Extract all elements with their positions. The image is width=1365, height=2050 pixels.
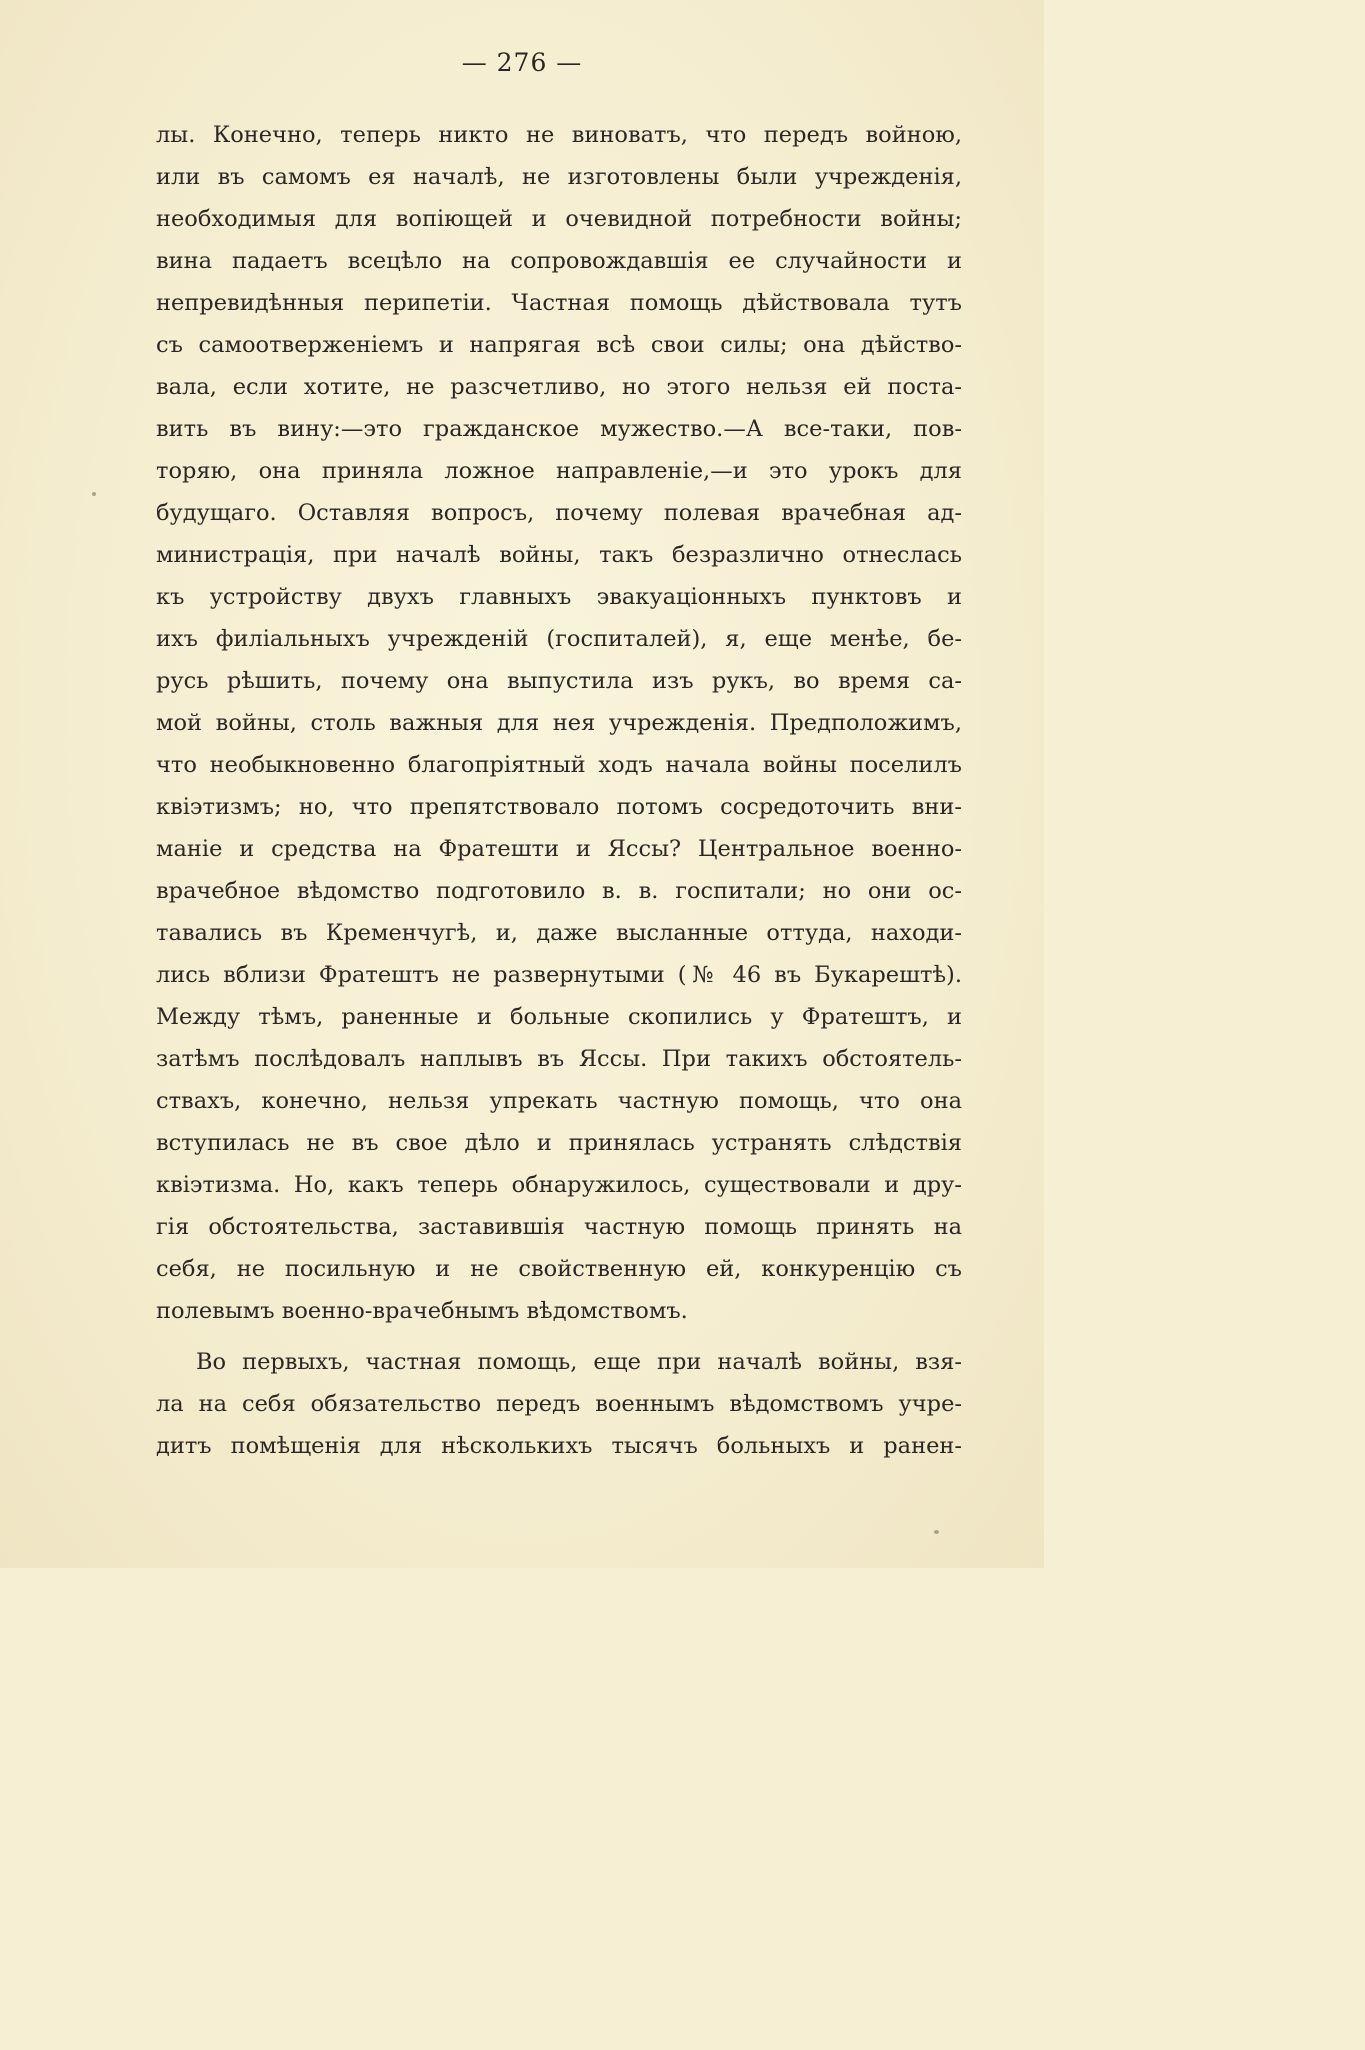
text-line: полевымъ военно-врачебнымъ вѣдомствомъ. <box>156 1298 688 1324</box>
text-line: вина падаетъ всецѣло на сопровождавшія ее случайности и <box>156 248 962 274</box>
text-line: себя, не посильную и не свойственную ей, конкуренцію съ <box>156 1256 962 1282</box>
text-line: квіэтизмъ; но, что препятствовало потомъ сосредоточить вни- <box>156 794 962 820</box>
text-line: къ устройству двухъ главныхъ эвакуаціонныхъ пунктовъ и <box>156 584 962 610</box>
text-line: вступилась не въ свое дѣло и принялась устранять слѣдствія <box>156 1130 962 1156</box>
text-line: лы. Конечно, теперь никто не виноватъ, что передъ войною, <box>156 122 962 148</box>
text-line: мой войны, столь важныя для нея учрежденія. Предположимъ, <box>156 710 962 736</box>
text-line: будущаго. Оставляя вопросъ, почему полевая врачебная ад- <box>156 500 962 526</box>
text-line: русь рѣшить, почему она выпустила изъ рукъ, во время са- <box>156 668 962 694</box>
text-line: лись вблизи Фратештъ не развернутыми (№ 46 въ Букарештѣ). <box>156 962 962 988</box>
text-line: врачебное вѣдомство подготовило в. в. госпитали; но они ос- <box>156 878 962 904</box>
text-line: непревидѣнныя перипетіи. Частная помощь дѣйствовала тутъ <box>156 290 962 316</box>
text-line: маніе и средства на Фратешти и Яссы? Центральное военно- <box>156 836 962 862</box>
paragraph <box>156 1341 962 1467</box>
paper-speck <box>92 492 96 496</box>
paper-speck <box>934 1530 939 1534</box>
page-number: — 276 — <box>461 48 583 77</box>
text-line: тавались въ Кременчугѣ, и, даже высланные оттуда, находи- <box>156 920 962 946</box>
text-line: затѣмъ послѣдовалъ наплывъ въ Яссы. При такихъ обстоятель- <box>156 1046 962 1072</box>
text-line: что необыкновенно благопріятный ходъ начала войны поселилъ <box>156 752 962 778</box>
text-line: Во первыхъ, частная помощь, еще при началѣ войны, взя- <box>196 1349 962 1375</box>
text-line: необходимыя для вопіющей и очевидной потребности войны; <box>156 206 962 232</box>
text-line: ствахъ, конечно, нельзя упрекать частную помощь, что она <box>156 1088 962 1114</box>
paragraph <box>156 114 962 1332</box>
text-line: Между тѣмъ, раненные и больные скопились у Фратештъ, и <box>156 1004 962 1030</box>
text-line: квіэтизма. Но, какъ теперь обнаружилось, существовали и дру- <box>156 1172 962 1198</box>
text-line: ихъ филіальныхъ учрежденій (госпиталей), я, еще менѣе, бе- <box>156 626 962 652</box>
text-line: ла на себя обязательство передъ военнымъ вѣдомствомъ учре- <box>156 1391 962 1417</box>
text-line: съ самоотверженіемъ и напрягая всѣ свои силы; она дѣйство- <box>156 332 962 358</box>
text-line: вить въ вину:—это гражданское мужество.—А все-таки, пов- <box>156 416 962 442</box>
text-line: гія обстоятельства, заставившія частную помощь принять на <box>156 1214 962 1240</box>
text-line: дитъ помѣщенія для нѣсколькихъ тысячъ больныхъ и ранен- <box>156 1433 962 1459</box>
text-line: или въ самомъ ея началѣ, не изготовлены были учрежденія, <box>156 164 962 190</box>
text-line: торяю, она приняла ложное направленіе,—и это урокъ для <box>156 458 962 484</box>
text-line: министрація, при началѣ войны, такъ безразлично отнеслась <box>156 542 962 568</box>
text-line: вала, если хотите, не разсчетливо, но этого нельзя ей поста- <box>156 374 962 400</box>
